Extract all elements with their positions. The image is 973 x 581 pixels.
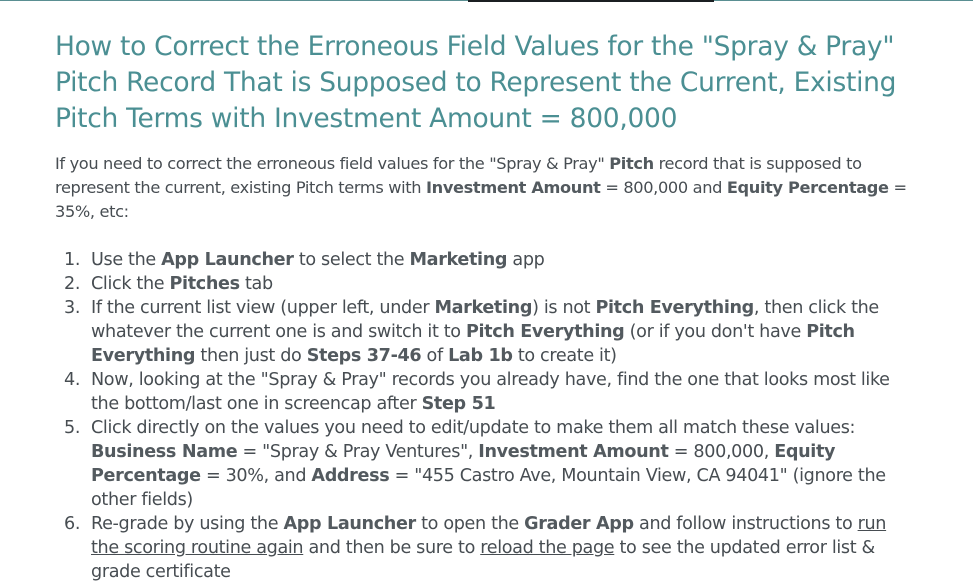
intro-bold-equity-percentage: Equity Percentage bbox=[726, 178, 889, 197]
step-bold: Pitches bbox=[169, 274, 240, 294]
step-text: tab bbox=[239, 274, 273, 294]
step-text: = "455 Castro Ave, Mountain View, CA 94041" (ignore the other fields) bbox=[91, 466, 886, 510]
step-bold: App Launcher bbox=[283, 514, 416, 534]
step-text: to select the bbox=[293, 250, 410, 270]
reload-page-link[interactable]: reload the page bbox=[480, 538, 615, 558]
step-4 bbox=[55, 368, 915, 416]
step-bold: Investment Amount bbox=[478, 442, 669, 462]
step-text: = "Spray & Pray Ventures", bbox=[237, 442, 479, 462]
run-scoring-routine-link[interactable]: run the scoring routine again bbox=[91, 514, 887, 558]
step-text: Click directly on the values you need to edit/update to make them all match these values: bbox=[91, 418, 856, 438]
step-bold: Marketing bbox=[434, 298, 533, 318]
step-bold: Step 51 bbox=[421, 394, 496, 414]
step-bold: Pitch Everything bbox=[465, 322, 625, 342]
step-bold: Pitch Everything bbox=[91, 322, 855, 366]
step-bold: Steps 37-46 bbox=[306, 346, 422, 366]
top-border-highlight bbox=[468, 0, 714, 2]
intro-paragraph bbox=[55, 152, 915, 224]
step-text: app bbox=[507, 250, 545, 270]
steps-list bbox=[55, 248, 915, 581]
step-bold: Equity Percentage bbox=[91, 442, 836, 486]
step-number: 3. bbox=[64, 298, 81, 318]
step-text: Now, looking at the "Spray & Pray" records you already have, find the one that looks most like the bottom/last one in screencap after bbox=[91, 370, 890, 414]
step-text: Click the bbox=[91, 274, 170, 294]
step-bold: Lab 1b bbox=[448, 346, 513, 366]
step-text: = 800,000, bbox=[668, 442, 775, 462]
intro-bold-investment-amount: Investment Amount bbox=[425, 178, 601, 197]
step-3 bbox=[55, 296, 915, 368]
step-bold: Grader App bbox=[524, 514, 634, 534]
step-number: 6. bbox=[64, 514, 81, 534]
page-title: How to Correct the Erroneous Field Values for the "Spray & Pray" Pitch Record That is Supposed to Represent the Current, Existing Pitch Terms with Investment Amount = 800,000 bbox=[55, 31, 897, 134]
step-text: to see the updated error list & grade certificate bbox=[91, 538, 875, 581]
step-6 bbox=[55, 512, 915, 581]
intro-text: = 35%, etc: bbox=[55, 178, 907, 221]
step-bold: App Launcher bbox=[161, 250, 294, 270]
step-bold: Pitch Everything bbox=[595, 298, 754, 318]
step-number: 4. bbox=[64, 370, 81, 390]
step-text: to open the bbox=[415, 514, 525, 534]
step-bold: Business Name bbox=[91, 442, 238, 462]
step-text: ) is not bbox=[532, 298, 596, 318]
article bbox=[55, 29, 915, 581]
step-text: to create it) bbox=[512, 346, 617, 366]
step-text: (or if you don't have bbox=[624, 322, 807, 342]
step-number: 5. bbox=[64, 418, 81, 438]
step-2 bbox=[55, 272, 915, 296]
step-1 bbox=[55, 248, 915, 272]
step-text: = 30%, and bbox=[200, 466, 312, 486]
step-bold: Address bbox=[311, 466, 390, 486]
step-number: 2. bbox=[64, 274, 81, 294]
step-text: and then be sure to bbox=[303, 538, 481, 558]
step-text: Re-grade by using the bbox=[91, 514, 284, 534]
intro-bold-pitch: Pitch bbox=[609, 154, 654, 173]
step-text: , then click the whatever the current one is and switch it to bbox=[91, 298, 879, 342]
step-bold: Marketing bbox=[409, 250, 508, 270]
step-text: Use the bbox=[91, 250, 162, 270]
intro-text: = 800,000 and bbox=[600, 178, 727, 197]
step-5 bbox=[55, 416, 915, 512]
step-text: then just do bbox=[195, 346, 307, 366]
intro-text: record that is supposed to represent the current, existing Pitch terms with bbox=[55, 154, 862, 197]
step-text: and follow instructions to bbox=[633, 514, 858, 534]
step-text: of bbox=[421, 346, 449, 366]
intro-text: If you need to correct the erroneous field values for the "Spray & Pray" bbox=[55, 154, 610, 173]
step-text: If the current list view (upper left, under bbox=[91, 298, 435, 318]
step-number: 1. bbox=[64, 250, 81, 270]
